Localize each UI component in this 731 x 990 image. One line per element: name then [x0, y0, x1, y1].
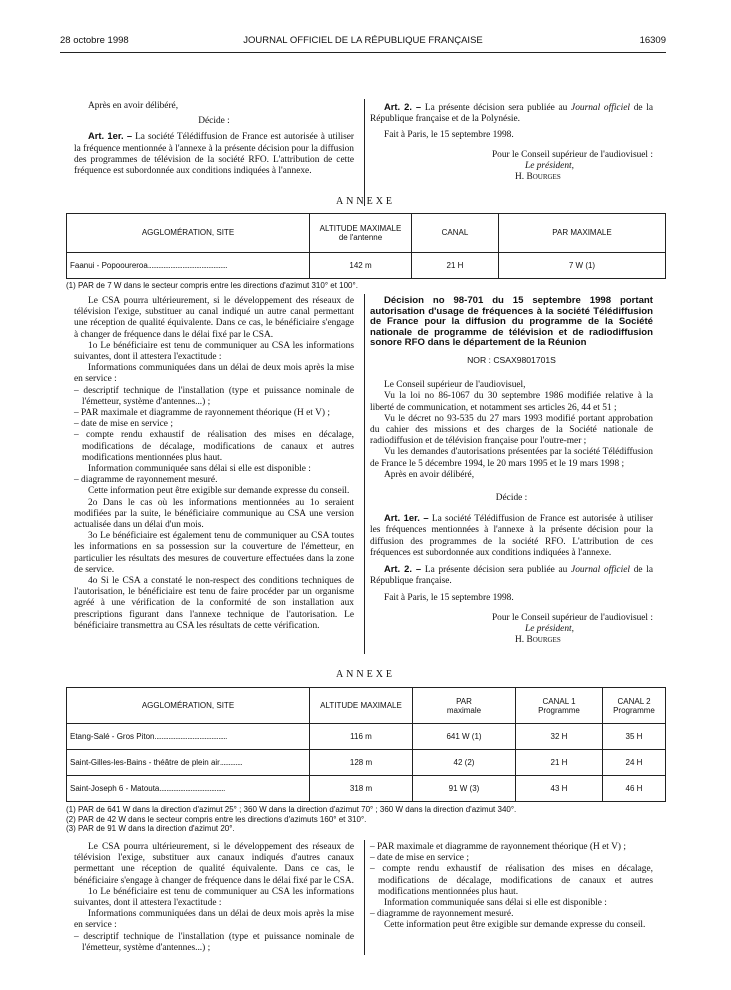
cell-site	[67, 750, 310, 776]
b3-right-para-1: Information communiquée sans délai si elle est disponible :	[384, 898, 607, 909]
header-canal-2-line1: CANAL 2	[617, 696, 651, 706]
column-divider	[364, 294, 365, 654]
cell-par: 42 (2)	[413, 750, 516, 776]
fait-a-paris: Fait à Paris, le 15 septembre 1998.	[384, 130, 514, 141]
header-site: AGGLOMÉRATION, SITE	[67, 214, 310, 253]
b3-right-list-1: – PAR maximale et diagramme de rayonnement théorique (H et V) ;	[370, 842, 626, 852]
article-2-b	[370, 563, 653, 587]
b3-left-para-3: Informations communiquées dans un délai de deux mois après la mise en service :	[74, 909, 354, 931]
left-para-1: Le CSA pourra ultérieurement, si le développement des réseaux de télévision l'exige, substituer au canal indiqué un autre canal permettant une réception de qualité équivalente. Dans ce cas, le bénéficiaire s'engage à changer de fréquence dans le délai fixé par le CSA.	[74, 296, 354, 340]
block3-left-column	[74, 842, 354, 954]
president-label: Le président,	[525, 160, 574, 171]
header-altitude-line1: ALTITUDE MAXIMALE	[319, 224, 402, 233]
cell-site	[67, 253, 310, 279]
right-para-3: Vu le décret no 93-535 du 27 mars 1993 modifié portant approbation du cahier des missions et des charges de la Société nationale de radiodiffusion et de télévision française pour l'outre-mer ;	[370, 413, 653, 447]
right-para-5: Après en avoir délibéré,	[384, 469, 475, 480]
left-list-4: – compte rendu exhaustif de réalisation des mises en décalage, modifications de décalage, modifications de canaux et autres modifications mentionnées plus haut.	[74, 430, 354, 463]
header-canal-2	[603, 688, 666, 724]
block2-right-column	[370, 296, 653, 646]
decide-text: Décide :	[198, 116, 230, 127]
annexe-2-notes	[66, 805, 686, 834]
header-altitude-line2: de l'antenne	[338, 233, 383, 242]
right-para-2: Vu la loi no 86-1067 du 30 septembre 1986 modifiée relative à la liberté de communication, et notamment ses articles 26, 44 et 51 ;	[370, 391, 653, 413]
table-row	[67, 750, 666, 776]
left-list-5: – diagramme de rayonnement mesuré.	[74, 475, 218, 486]
cell-par: 641 W (1)	[413, 724, 516, 750]
site-name: Saint-Gilles-les-Bains - théâtre de plein air	[70, 757, 220, 767]
annexe-1-note: (1) PAR de 7 W dans le secteur compris entre les directions d'azimut 310° et 100°.	[66, 281, 358, 290]
annexe-1-title: ANNEXE	[335, 196, 396, 207]
block2-left-column	[74, 296, 354, 632]
annexe-2-title: ANNEXE	[335, 669, 396, 680]
site-name: Faanui - Popoourerоa	[70, 260, 148, 270]
b3-right-list-3: – compte rendu exhaustif de réalisation des mises en décalage, modifications de décalage, modifications de canaux et autres modifications mentionnées plus haut.	[370, 864, 653, 897]
pour-le-conseil: Pour le Conseil supérieur de l'audiovisuel :	[491, 149, 653, 160]
article-1-text: La société Télédiffusion de France est autorisée à utiliser la fréquence mentionnée à l'annexe à la présente décision pour la diffusion des programmes de télévision de la société RFO. L'attribution de cette fréquence est subordonnée aux conditions indiquées à l'annexe.	[74, 132, 355, 177]
annexe-2-note-2: (2) PAR de 42 W dans le secteur compris entre les directions d'azimuts 160° et 310°.	[66, 814, 367, 824]
article-2-text-b: de la République française et de la Polynésie.	[370, 103, 654, 125]
header-par-line2: maximale	[446, 705, 482, 715]
president-title	[370, 161, 653, 172]
nor-reference: NOR : CSAX9801701S	[467, 354, 556, 365]
column-divider	[364, 99, 365, 206]
signature: H. Bourges	[515, 172, 561, 183]
decision-title: Décision no 98-701 du 15 septembre 1998 portant autorisation d'usage de fréquences à la société Télédiffusion de France pour la diffusion du programme de la Société nationale de programme de télévision et de radiodiffusion sonore RFO dans le département de la Réunion	[370, 295, 653, 349]
left-list-3: – date de mise en service ;	[74, 419, 173, 430]
site-name: Etang-Salé - Gros Piton	[70, 731, 155, 741]
article-2-label: Art. 2. –	[384, 101, 422, 112]
b3-left-list-1: – descriptif technique de l'installation (type et puissance nominale de l'émetteur, système d'antennes...) ;	[74, 931, 354, 953]
article-2	[370, 101, 653, 125]
left-list-1: – descriptif technique de l'installation (type et puissance nominale de l'émetteur, système d'antennes...) ;	[74, 385, 354, 407]
header-canal-1-line2: Programme	[538, 705, 580, 715]
right-para-4: Vu les demandes d'autorisations présentées par la société Télédiffusion de France le 5 décembre 1994, le 20 mars 1995 et le 19 mars 1998 ;	[370, 447, 653, 469]
article-1-b	[370, 512, 653, 559]
header-rule	[60, 52, 666, 53]
header-par: PAR MAXIMALE	[499, 214, 666, 253]
president-title-2	[370, 624, 653, 635]
cell-altitude: 116 m	[310, 724, 413, 750]
header-journal-title: JOURNAL OFFICIEL DE LA RÉPUBLIQUE FRANÇAISE	[243, 35, 483, 46]
article-1-b-label: Art. 1er. –	[384, 512, 429, 524]
table-header-row	[67, 688, 666, 724]
cell-site	[67, 776, 310, 802]
cell-canal: 21 H	[412, 253, 499, 279]
leader-dots: ......................................	[159, 783, 225, 793]
annexe-2-table	[66, 687, 666, 802]
left-para-6: 2o Dans le cas où les informations mentionnées au 1o seraient modifiées par la suite, le bénéficiaire communique au CSA une version actualisée dans un délai d'un mois.	[74, 497, 354, 531]
journal-officiel-ref: Journal officiel	[571, 103, 630, 113]
header-canal-1-line1: CANAL 1	[542, 696, 576, 706]
annexe-2-note-1: (1) PAR de 641 W dans la direction d'azimut 25° ; 360 W dans la direction d'azimut 70° ; 360 W dans la direction d'azimut 340°.	[66, 805, 517, 814]
article-1-label: Art. 1er. –	[88, 130, 133, 142]
block3-right-column	[370, 842, 653, 932]
site-name: Saint-Joseph 6 - Matouta	[70, 783, 160, 793]
header-canal: CANAL	[412, 214, 499, 253]
leader-dots: .............	[219, 757, 243, 767]
journal-officiel-ref-2: Journal officiel	[571, 565, 630, 576]
president-label-2: Le président,	[525, 623, 574, 634]
table-header-row	[67, 214, 666, 253]
signature-2: H. Bourges	[515, 635, 561, 646]
table-row	[67, 253, 666, 279]
cell-par: 7 W (1)	[499, 253, 666, 279]
article-2-b-text-a: La présente décision sera publiée au	[424, 565, 568, 576]
header-date: 28 octobre 1998	[60, 35, 129, 46]
article-2-b-label: Art. 2. –	[384, 563, 422, 575]
left-para-3: Informations communiquées dans un délai de deux mois après la mise en service :	[74, 363, 354, 385]
cell-altitude: 128 m	[310, 750, 413, 776]
cell-canal-1: 21 H	[516, 750, 603, 776]
header-par	[413, 688, 516, 724]
page-header	[60, 35, 666, 49]
left-para-7: 3o Le bénéficiaire est également tenu de communiquer au CSA toutes les informations en sa possession sur la couverture de l'émetteur, en particulier les résultats des mesures de couverture effectuées dans la zone de service.	[74, 531, 354, 575]
fait-a-paris-2: Fait à Paris, le 15 septembre 1998.	[384, 593, 514, 604]
article-2-b-text-b: de la République française.	[370, 565, 654, 587]
header-canal-2-line2: Programme	[613, 705, 655, 715]
article-1-b-text: La société Télédiffusion de France est autorisée à utiliser les fréquences mentionnées à l'annexe à la présente décision pour la diffusion des programmes de la société RFO. L'attribution de ces fréquences est subordonnée aux conditions indiquées à l'annexe.	[370, 514, 654, 558]
block1-right-column	[370, 101, 653, 183]
header-canal-1	[516, 688, 603, 724]
decide-text-2: Décide :	[495, 493, 528, 503]
cell-canal-2: 35 H	[603, 724, 666, 750]
pour-le-conseil-2: Pour le Conseil supérieur de l'audiovisuel :	[491, 612, 653, 623]
cell-altitude: 142 m	[310, 253, 412, 279]
cell-canal-1: 43 H	[516, 776, 603, 802]
annexe-2-note-3: (3) PAR de 91 W dans la direction d'azimut 20°.	[66, 824, 235, 833]
header-par-line1: PAR	[456, 696, 472, 706]
b3-right-list-4: – diagramme de rayonnement mesuré.	[370, 909, 514, 920]
annexe-1-table	[66, 213, 666, 279]
cell-altitude: 318 m	[310, 776, 413, 802]
table-row	[67, 776, 666, 802]
deliberation-text: Après en avoir délibéré,	[88, 101, 179, 111]
header-site: AGGLOMÉRATION, SITE	[67, 688, 310, 724]
table-row	[67, 724, 666, 750]
cell-par: 91 W (3)	[413, 776, 516, 802]
b3-left-para-1: Le CSA pourra ultérieurement, si le développement des réseaux de télévision l'exige, substituer aux canaux indiqués d'autres canaux permettant une réception de qualité équivalente. Dans ce cas, le bénéficiaire s'engage à changer de fréquence dans le délai fixé par le CSA.	[74, 842, 354, 886]
cell-site	[67, 724, 310, 750]
left-para-2: 1o Le bénéficiaire est tenu de communiquer au CSA les informations suivantes, dont il attestera l'exactitude :	[74, 340, 354, 363]
column-divider	[364, 840, 365, 955]
b3-right-list-2: – date de mise en service ;	[370, 853, 469, 864]
leader-dots: ..........................................	[154, 731, 227, 741]
left-para-4: Information communiquée sans délai si elle est disponible :	[88, 464, 311, 475]
leader-dots: ..............................................	[147, 260, 228, 270]
left-para-8: 4o Si le CSA a constaté le non-respect des conditions techniques de l'autorisation, le bénéficiaire est tenu de faire procéder par un organisme agréé à une vérification de la conformité de son installation aux prescriptions figurant dans l'annexe technique de l'autorisation. Le bénéficiaire transmettra au CSA les résultats de cette vérification.	[74, 576, 354, 631]
article-1	[74, 130, 354, 177]
header-altitude: ALTITUDE MAXIMALE	[310, 688, 413, 724]
cell-canal-2: 24 H	[603, 750, 666, 776]
left-list-2: – PAR maximale et diagramme de rayonnement théorique (H et V) ;	[74, 408, 330, 419]
cell-canal-2: 46 H	[603, 776, 666, 802]
right-para-1: Le Conseil supérieur de l'audiovisuel,	[384, 380, 526, 391]
header-altitude	[310, 214, 412, 253]
b3-right-para-2: Cette information peut être exigible sur demande expresse du conseil.	[384, 920, 646, 931]
article-2-text-a: La présente décision sera publiée au	[424, 103, 568, 113]
cell-canal-1: 32 H	[516, 724, 603, 750]
block1-left-column	[74, 101, 354, 177]
header-page-number: 16309	[639, 35, 666, 46]
left-para-5: Cette information peut être exigible sur demande expresse du conseil.	[88, 486, 350, 497]
b3-left-para-2: 1o Le bénéficiaire est tenu de communiquer au CSA les informations suivantes, dont il attestera l'exactitude :	[74, 886, 354, 909]
